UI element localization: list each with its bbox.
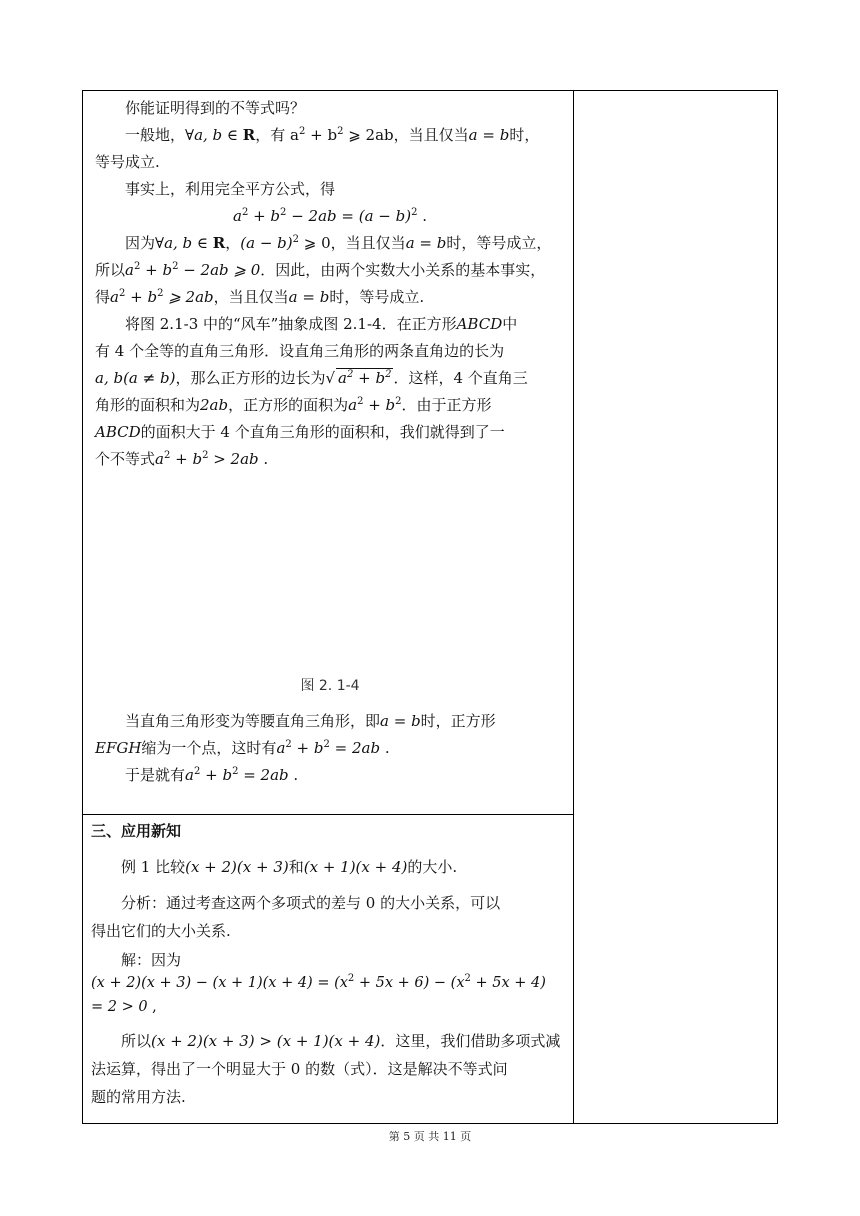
- solution-equation: $(x + 2)(x + 3) - (x + 1)(x + 4) = (x^2 + 5x + 6) - (x^2 + 5x + 4) = 2 > 0$ ,: [91, 973, 546, 1015]
- content-cell-application: [91, 817, 561, 1111]
- content-cell-proof: [95, 95, 565, 789]
- paragraph: 一般地，∀a, b ∈ R，有 $a^2 + b^2$ ⩾ 2ab，当且仅当a = b时，: [125, 126, 540, 144]
- conclusion: 题的常用方法.: [91, 1088, 186, 1106]
- paragraph: 所以$a^2 + b^2 - 2ab$ ⩾ 0．因此，由两个实数大小关系的基本事实，: [95, 261, 546, 279]
- conclusion: 法运算，得出了一个明显大于 0 的数（式）．这是解决不等式问: [91, 1060, 508, 1078]
- lesson-plan-table: [82, 90, 778, 1124]
- paragraph: 因为∀a, b ∈ R，$(a - b)^2$ ⩾ 0，当且仅当a = b时，等号成立，: [125, 234, 552, 252]
- section-heading: 三、应用新知: [91, 822, 182, 840]
- column-divider: [573, 91, 574, 1123]
- paragraph: 得$a^2 + b^2$ ⩾ 2ab，当且仅当a = b时，等号成立.: [95, 288, 425, 306]
- paragraph: 个不等式$a^2 + b^2 > 2ab$ .: [95, 450, 269, 468]
- conclusion: 所以(x + 2)(x + 3) > (x + 1)(x + 4)．这里，我们借助多项式减: [121, 1032, 561, 1050]
- paragraph: 等号成立.: [95, 153, 160, 171]
- paragraph: ABCD的面积大于 4 个直角三角形的面积和，我们就得到了一: [95, 423, 505, 441]
- paragraph: EFGH缩为一个点，这时有$a^2 + b^2 = 2ab$ .: [95, 739, 390, 757]
- figure-caption: 图 2. 1-4: [300, 678, 360, 694]
- paragraph: 有 4 个全等的直角三角形．设直角三角形的两条直角边的长为: [95, 342, 505, 360]
- analysis: 分析：通过考查这两个多项式的差与 0 的大小关系，可以: [121, 894, 501, 912]
- page-footer: 第 5 页 共 11 页: [388, 1130, 472, 1143]
- paragraph: 你能证明得到的不等式吗？: [125, 99, 306, 117]
- paragraph: 事实上，利用完全平方公式，得: [125, 180, 336, 198]
- paragraph: 角形的面积和为2ab，正方形的面积为$a^2 + b^2$．由于正方形: [95, 396, 492, 414]
- paragraph: 当直角三角形变为等腰直角三角形，即a = b时，正方形: [125, 712, 496, 730]
- row-divider: [83, 814, 573, 815]
- solution: 解：因为: [121, 951, 182, 969]
- paragraph: 于是就有$a^2 + b^2 = 2ab$ .: [125, 766, 299, 784]
- analysis: 得出它们的大小关系.: [91, 922, 231, 940]
- pinwheel-square-figure: [95, 479, 565, 671]
- paragraph: a, b(a ≠ b)，那么正方形的边长为√ $a^2 + b^2$ ．这样，4 个直角三: [95, 369, 528, 387]
- equation: $a^2 + b^2 - 2ab = (a - b)^2$ .: [233, 207, 427, 225]
- example-1: 例 1 比较(x + 2)(x + 3)和(x + 1)(x + 4)的大小.: [121, 858, 458, 876]
- paragraph: 将图 2.1-3 中的“风车”抽象成图 2.1-4．在正方形ABCD中: [125, 315, 518, 333]
